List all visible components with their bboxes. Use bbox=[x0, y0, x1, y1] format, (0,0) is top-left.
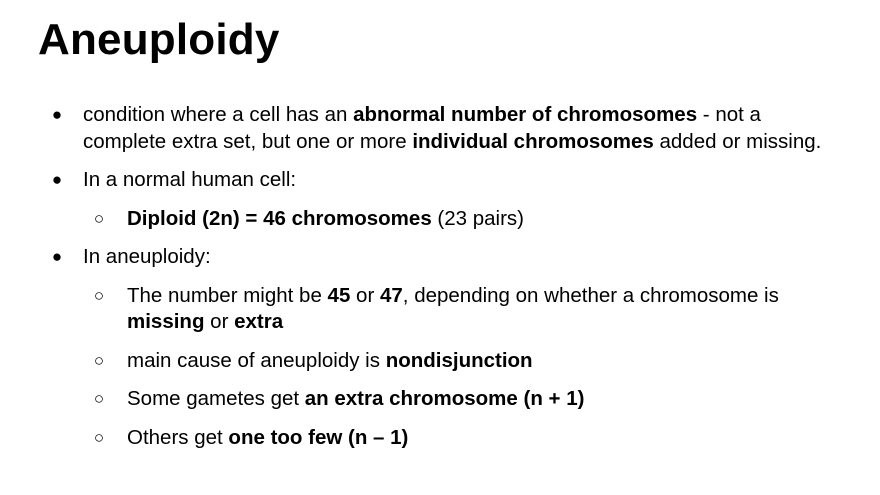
sub-bullet-item bbox=[0, 348, 880, 375]
bold-text: one too few (n – 1) bbox=[228, 425, 409, 449]
sub-bullet-item bbox=[0, 283, 880, 336]
bullet-item bbox=[0, 102, 880, 155]
bold-text: extra bbox=[234, 310, 284, 333]
text-segment: condition where a cell has an bbox=[83, 103, 354, 126]
bold-text: 47 bbox=[379, 283, 403, 307]
sub-bullet-item bbox=[0, 386, 880, 413]
text-segment: , depending on whether a chromosome is bbox=[402, 283, 779, 307]
bold-text: Diploid (2n) = 46 chromosomes bbox=[127, 206, 432, 230]
text-segment: - not a complete extra set, but one or more bbox=[83, 103, 761, 153]
slide-title: Aneuploidy bbox=[38, 15, 280, 64]
text-segment: main cause of aneuploidy is bbox=[127, 348, 386, 372]
text-segment: added or missing. bbox=[653, 129, 822, 153]
bullet-icon: ● bbox=[51, 170, 63, 189]
sub-bullet-item bbox=[0, 425, 880, 452]
bold-text: nondisjunction bbox=[385, 348, 533, 372]
hollow-bullet-icon: ○ bbox=[93, 208, 105, 228]
bold-text: abnormal number of chromosomes bbox=[353, 103, 698, 126]
text-segment: Others get bbox=[127, 425, 229, 449]
bullet-icon: ● bbox=[51, 105, 63, 124]
bold-text: individual chromosomes bbox=[412, 129, 654, 153]
bullet-item bbox=[0, 167, 880, 194]
text-segment: The number might be bbox=[127, 283, 328, 307]
bullet-icon: ● bbox=[51, 247, 63, 266]
hollow-bullet-icon: ○ bbox=[93, 389, 105, 408]
sub-bullet-item bbox=[0, 206, 880, 233]
hollow-bullet-icon: ○ bbox=[93, 427, 105, 447]
text-segment: or bbox=[350, 283, 380, 307]
text-segment: Some gametes get bbox=[127, 387, 305, 410]
bold-text: missing bbox=[127, 310, 205, 333]
text-segment: In a normal human cell: bbox=[83, 168, 297, 191]
hollow-bullet-icon: ○ bbox=[93, 350, 105, 370]
bold-text: an extra chromosome (n + 1) bbox=[304, 387, 585, 410]
bullet-item bbox=[0, 244, 880, 271]
text-segment: (23 pairs) bbox=[431, 206, 524, 230]
bullet-list bbox=[0, 102, 880, 463]
text-segment: In aneuploidy: bbox=[83, 245, 211, 268]
text-segment: or bbox=[204, 310, 235, 333]
bold-text: 45 bbox=[327, 283, 351, 307]
hollow-bullet-icon: ○ bbox=[93, 285, 105, 305]
